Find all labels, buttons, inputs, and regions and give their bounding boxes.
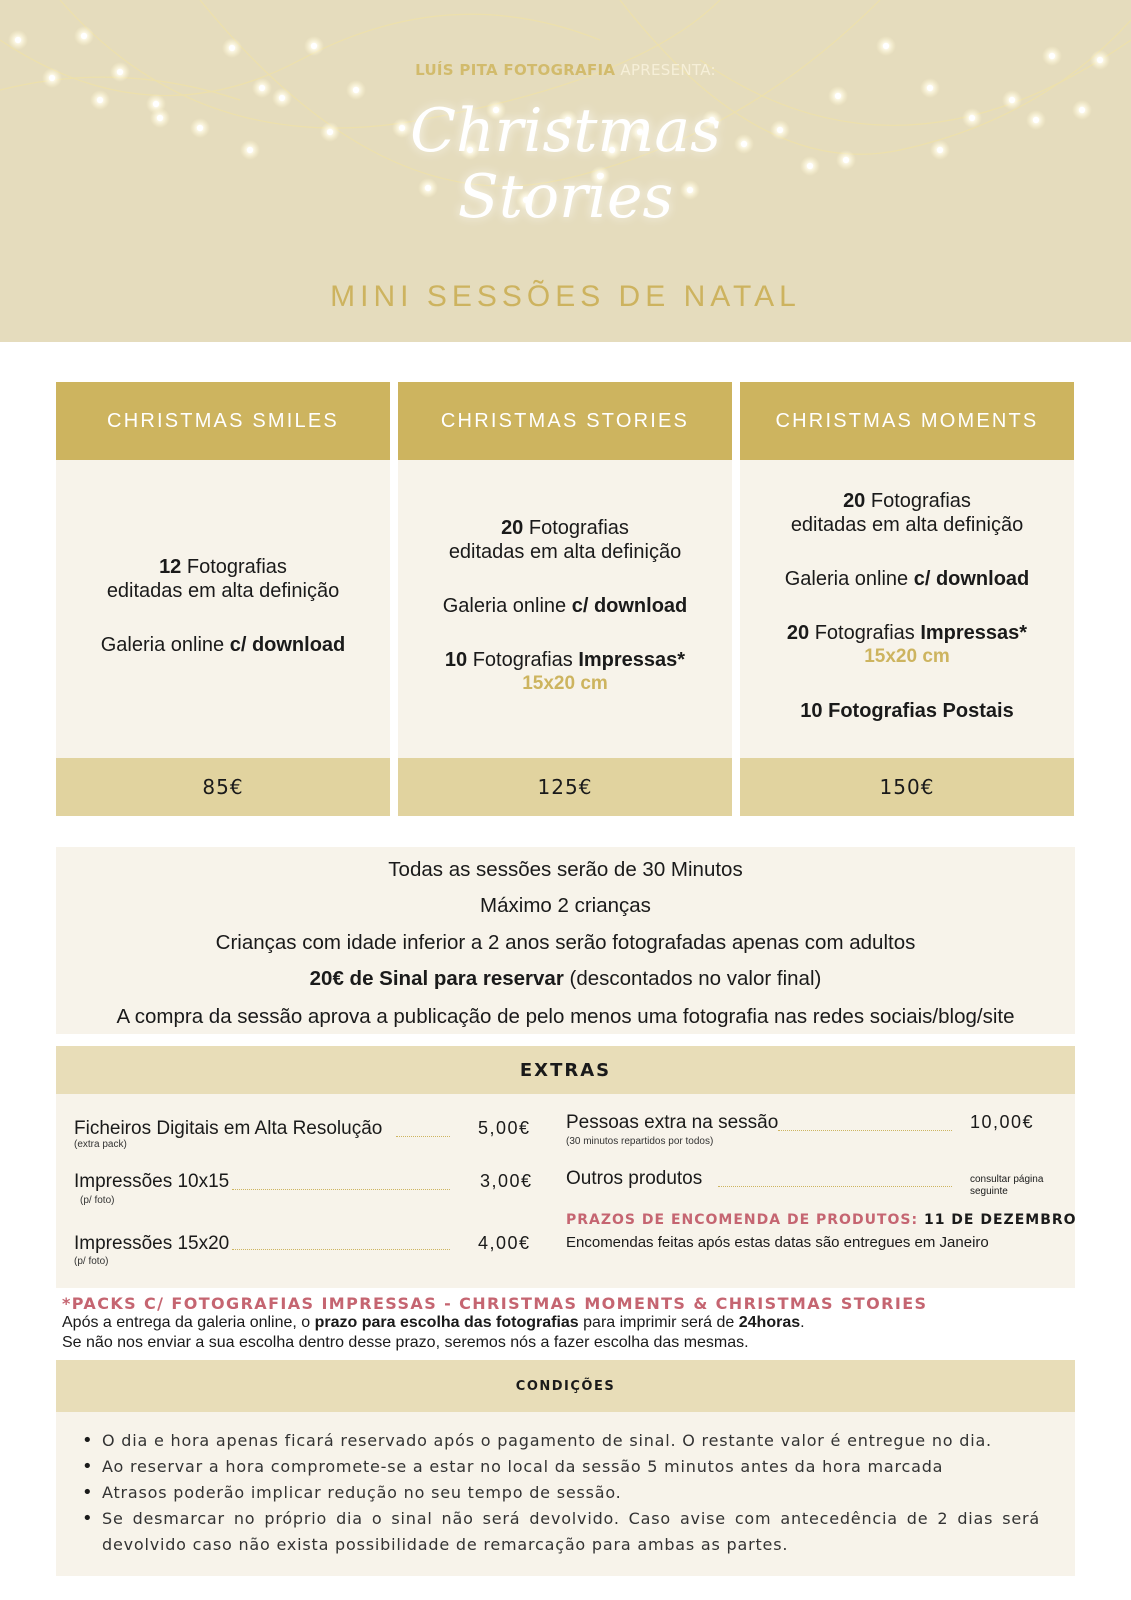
extra-item: [566, 1168, 1066, 1208]
packs-note-line-2: Se não nos enviar a sua escolha dentro desse prazo, seremos nós a fazer escolha das mesmas.: [62, 1334, 749, 1351]
gallery-download: c/ download: [229, 634, 346, 656]
light-bulb: [229, 45, 235, 51]
extra-item: [74, 1233, 584, 1273]
page-subtitle: MINI SESSÕES DE NATAL: [330, 280, 801, 313]
deadline-note: Encomendas feitas após estas datas são entregues em Janeiro: [566, 1234, 989, 1251]
light-bulb: [927, 85, 933, 91]
header-banner: [0, 0, 1131, 342]
gallery-label: Galeria online: [442, 595, 567, 617]
condition-item: • Atrasos poderão implicar redução no seu tempo de sessão.: [80, 1480, 1040, 1506]
package-card-moments: [740, 382, 1074, 816]
package-price: 150€: [740, 758, 1074, 816]
extra-name: Ficheiros Digitais em Alta Resolução: [74, 1118, 383, 1139]
light-bulb: [883, 43, 889, 49]
gallery-download: c/ download: [571, 595, 688, 617]
deadline-label: PRAZOS DE ENCOMENDA DE PRODUTOS:: [566, 1212, 919, 1228]
extra-name: Impressões 15x20: [74, 1233, 230, 1254]
extra-price: 10,00€: [970, 1112, 1035, 1132]
edited-line: editadas em alta definição: [106, 580, 340, 602]
printed-line: [445, 648, 685, 672]
info-max-children: Máximo 2 crianças: [480, 894, 651, 917]
packs-bold: 24horas: [738, 1314, 801, 1331]
script-title-line-1: Christmas: [410, 96, 721, 166]
presenter-line: [0, 61, 1131, 79]
presents-text: APRESENTA:: [620, 61, 716, 79]
dotted-leader: [718, 1186, 952, 1187]
printed-bold: Impressas*: [578, 649, 686, 671]
package-title: CHRISTMAS SMILES: [56, 382, 390, 460]
gallery-label: Galeria online: [100, 634, 225, 656]
photos-label: Fotografias: [186, 556, 287, 578]
extra-note: (p/ foto): [74, 1256, 109, 1267]
script-title-line-2: Stories: [457, 162, 674, 232]
packs-text: para imprimir será de: [578, 1314, 739, 1331]
extra-price-note: consultar página seguinte: [970, 1174, 1044, 1197]
extra-item: [74, 1171, 584, 1211]
extra-name: Outros produtos: [566, 1168, 703, 1189]
extra-note: (extra pack): [74, 1139, 127, 1150]
printed-size: 15x20 cm: [522, 673, 608, 694]
edited-line: editadas em alta definição: [790, 514, 1024, 536]
extra-item: [566, 1112, 1066, 1152]
printed-line: [787, 621, 1027, 645]
condition-item: • Se desmarcar no próprio dia o sinal não será devolvido. Caso avise com antecedência de 2 dias será devolvido caso não exista possibilidade de remarcação para ambas as partes.: [80, 1506, 1040, 1558]
extra-name: Pessoas extra na sessão: [566, 1112, 779, 1133]
extra-price: 4,00€: [478, 1233, 531, 1253]
printed-label: Fotografias: [814, 622, 915, 644]
light-bulb: [1049, 53, 1055, 59]
dotted-leader: [232, 1189, 450, 1190]
deposit-rest: (descontados no valor final): [563, 967, 822, 990]
extra-item: [74, 1118, 584, 1158]
extra-name: Impressões 10x15: [74, 1171, 230, 1192]
info-duration: Todas as sessões serão de 30 Minutos: [388, 858, 743, 881]
packs-note-title: *PACKS C/ FOTOGRAFIAS IMPRESSAS - CHRISTMAS MOMENTS & CHRISTMAS STORIES: [62, 1294, 928, 1313]
conditions-list: [56, 1412, 1075, 1576]
extra-note: (p/ foto): [80, 1195, 115, 1206]
package-card-smiles: [56, 382, 390, 816]
extras-title: EXTRAS: [56, 1046, 1075, 1094]
printed-count: 20: [786, 622, 810, 644]
printed-size: 15x20 cm: [864, 646, 950, 667]
photos-line: [159, 555, 287, 579]
photos-count: 12: [159, 556, 182, 578]
printed-label: Fotografias: [472, 649, 573, 671]
package-title: CHRISTMAS MOMENTS: [740, 382, 1074, 460]
gallery-line: [101, 633, 346, 657]
edited-line: editadas em alta definição: [448, 541, 682, 563]
dotted-leader: [232, 1249, 450, 1250]
dotted-leader: [778, 1130, 952, 1131]
package-price: 85€: [56, 758, 390, 816]
package-details: [740, 460, 1074, 758]
condition-item: • Ao reservar a hora compromete-se a estar no local da sessão 5 minutos antes da hora marcada: [80, 1454, 1040, 1480]
package-details: [398, 460, 732, 758]
extra-price: 5,00€: [478, 1118, 531, 1138]
photos-line: [843, 489, 971, 513]
printed-bold: Impressas*: [920, 622, 1028, 644]
info-publication: A compra da sessão aprova a publicação de pelo menos uma fotografia nas redes sociais/blog/site: [116, 1005, 1015, 1028]
deposit-bold: 20€ de Sinal para reservar: [309, 967, 564, 990]
extra-note: (30 minutos repartidos por todos): [566, 1136, 714, 1147]
photos-count: 20: [501, 517, 524, 539]
light-bulb: [15, 37, 21, 43]
package-price: 125€: [398, 758, 732, 816]
light-bulb: [259, 85, 265, 91]
gallery-line: [443, 594, 688, 618]
printed-packs-note: [62, 1294, 1072, 1353]
packs-text: .: [800, 1314, 805, 1331]
photos-line: [501, 516, 629, 540]
light-bulb: [311, 43, 317, 49]
package-card-stories: [398, 382, 732, 816]
deadline-date: 11 DE DEZEMBRO: [923, 1212, 1077, 1228]
dotted-leader: [396, 1136, 450, 1137]
light-bulb: [353, 87, 359, 93]
postcards-line: 10 Fotografias Postais: [800, 700, 1014, 722]
session-info: [56, 847, 1075, 1034]
packs-text: Após a entrega da galeria online, o: [62, 1314, 315, 1331]
package-title: CHRISTMAS STORIES: [398, 382, 732, 460]
extra-price: 3,00€: [480, 1171, 533, 1191]
gallery-label: Galeria online: [784, 568, 909, 590]
printed-count: 10: [444, 649, 468, 671]
extras-list: [56, 1094, 1075, 1288]
light-bulb: [81, 33, 87, 39]
order-deadline: [566, 1212, 1077, 1228]
packs-note-line-1: [62, 1313, 1072, 1333]
script-title: [0, 98, 1131, 230]
conditions-title: CONDIÇÕES: [56, 1360, 1075, 1412]
photos-count: 20: [843, 490, 866, 512]
condition-item: • O dia e hora apenas ficará reservado após o pagamento de sinal. O restante valor é entregue no dia.: [80, 1428, 1040, 1454]
info-deposit: [56, 967, 1075, 991]
gallery-line: [785, 567, 1030, 591]
brand-name: LUÍS PITA FOTOGRAFIA: [415, 61, 616, 79]
photos-label: Fotografias: [870, 490, 971, 512]
info-age-rule: Crianças com idade inferior a 2 anos serão fotografadas apenas com adultos: [215, 931, 916, 954]
photos-label: Fotografias: [528, 517, 629, 539]
gallery-download: c/ download: [913, 568, 1030, 590]
package-details: [56, 460, 390, 758]
packs-bold: prazo para escolha das fotografias: [314, 1314, 579, 1331]
